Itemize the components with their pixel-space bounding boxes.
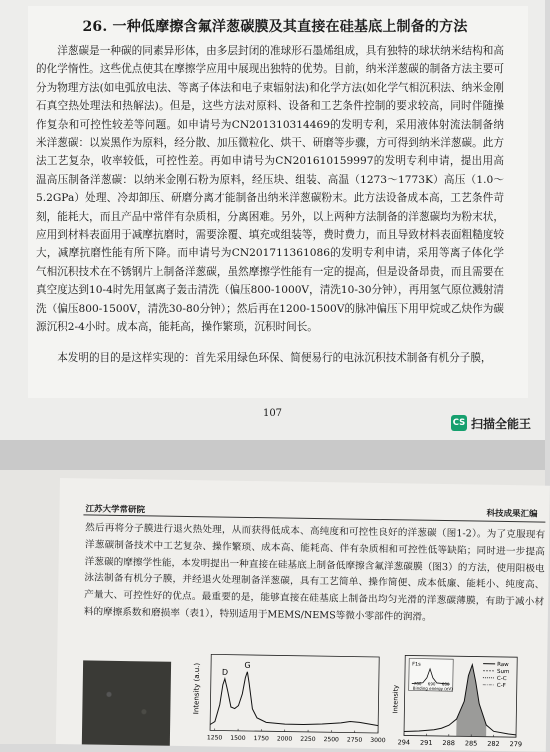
body-paragraph-2: 本发明的目的是这样实现的：首先采用绿色环保、简便易行的电泳沉积技术制备有机分子膜， [36, 349, 504, 367]
xps-x-tick-label: 285 [465, 739, 478, 747]
raman-x-tick-label: 3000 [370, 737, 386, 744]
raman-series-line [210, 671, 379, 727]
xps-inset-tick-label: 680 [442, 682, 450, 687]
tem-image [82, 660, 171, 745]
page-divider [0, 440, 545, 470]
page-number: 107 [0, 408, 545, 419]
camscanner-logo-icon: CS [451, 415, 467, 431]
page-title: 26. 一种低摩擦含氟洋葱碳膜及其直接在硅基底上制备的方法 [40, 16, 510, 36]
raman-x-tick-label: 1750 [254, 735, 270, 742]
raman-x-tick-label: 2500 [324, 736, 340, 743]
xps-x-tick-label: 279 [510, 740, 523, 748]
xps-x-tick-label: 291 [420, 739, 433, 747]
xps-spectrum-chart [386, 653, 521, 751]
xps-legend-label: Sum [497, 669, 509, 675]
xps-x-tick-label: 282 [487, 740, 500, 748]
xps-inset-tick-label: 690 [428, 681, 436, 686]
xps-inset-label: F1s [412, 662, 421, 668]
raman-peak-label: G [244, 661, 250, 670]
scanner-watermark [451, 414, 531, 432]
body-paragraph-3: 然后再将分子膜进行退火热处理，从而获得低成本、高纯度和可控性良好的洋葱碳（图1-2）。为了克服现有洋葱碳制备技术中工艺复杂、操作繁琐、成本高、能耗高、伴有杂质相和可控性低等缺陷；同时进一步提高洋葱碳的摩擦学性能，本发明提出一种直接在硅基底上制备低摩擦含氟洋葱碳膜（图3）的方法，使用阳极电泳法制备有机分子膜，并经退火处理制备洋葱碳，具有工艺简单、操作简便、成本低廉、能耗小、纯度高、产量大、可控性好的优点。最重要的是，能够直接在硅基底上制备出均匀光滑的洋葱碳薄膜，有助于减小材料的摩擦系数和磨损率（表1），特别适用于MEMS/NEMS等微小零部件的润滑。 [84, 520, 546, 628]
raman-x-tick-label: 1500 [230, 735, 246, 742]
raman-x-tick-label: 2750 [347, 737, 363, 744]
header-collection: 科技成果汇编 [486, 507, 537, 520]
body-paragraph-1: 洋葱碳是一种碳的同素异形体，由多层封闭的准球形石墨烯组成，具有独特的球状纳米结构和高的化学惰性。这些优点使其在摩擦学应用中展现出独特的优势。目前，纳米洋葱碳的制备方法主要可分为物理方法(如电弧放电法、等离子体法和电子束辐射法)和化学方法(如化学气相沉积法、纳米金刚石真空热处理法和热解法)。但是，这些方法对原料、设备和工艺条件控制的要求较高，同时伴随操作复杂和可控性较差等问题。如申请号为CN201310314469的发明专利，采用液体射流法制备纳米洋葱碳：以炭黑作为原料，经分散、加压微粒化、烘干、研磨等步骤，方可得到纳米洋葱碳。此方法工艺复杂，收率较低，可控性差。再如申请号为CN201610159997的发明专利申请，提出用高温高压制备洋葱碳：以纳米金刚石粉为原料，经压块、组装、高温（1273～1773K）高压（1.0～5.2GPa）处理、冷却卸压、研磨分离才能制备出纳米洋葱碳粉末。此方法设备成本高，工艺条件苛刻，能耗大，而且产品中常伴有杂质相，分离困难。另外，以上两种方法制备的洋葱碳均为粉末状，应用到材料表面用于减摩抗磨时，需要涂覆、填充或组装等，费时费力，而且导致材料表面粗糙度较大，减摩抗磨性能有所下降。而申请号为CN201711361086的发明专利申请，采用等离子体化学气相沉积技术在不锈钢片上制备洋葱碳，虽然摩擦学性能有一定的提高，但是设备昂贵，而且需要在真空度达到10-4时先用氩离子轰击清洗（偏压800-1000V，清洗10-30分钟），再用氢气原位溅射清洗（偏压800-1500V，清洗30-80分钟）；然后再在1200-1500V的脉冲偏压下用甲烷或乙炔作为碳源沉积2-4小时。成本高，能耗高，操作繁琐，沉积时间长。 [36, 42, 504, 337]
header-institution: 江苏大学常研院 [85, 502, 145, 515]
raman-peak-label: D [222, 668, 228, 677]
scanner-label: 扫描全能王 [471, 415, 531, 432]
xps-legend-label: C-F [497, 683, 506, 689]
xps-legend-label: Raw [497, 662, 509, 668]
xps-x-tick-label: 288 [442, 739, 455, 747]
raman-x-tick-label: 2250 [300, 736, 316, 743]
xps-y-axis-label: Intensity [391, 685, 399, 714]
xps-inset-x-label: Binding energy (eV) [413, 686, 453, 692]
xps-inset-tick-label: 700 [414, 681, 422, 686]
raman-y-axis-label: Intensity (a.u.) [192, 663, 201, 715]
paper-sheet-2 [56, 478, 550, 752]
raman-x-tick-label: 1250 [207, 734, 223, 741]
scanned-page-bottom [0, 470, 545, 744]
raman-plot-frame [210, 654, 379, 733]
raman-spectrum-chart [184, 652, 383, 749]
xps-x-tick-label: 294 [398, 738, 411, 746]
raman-x-tick-label: 2000 [277, 735, 293, 742]
xps-legend-label: C-C [497, 676, 507, 682]
xps-component-fill [456, 664, 487, 736]
